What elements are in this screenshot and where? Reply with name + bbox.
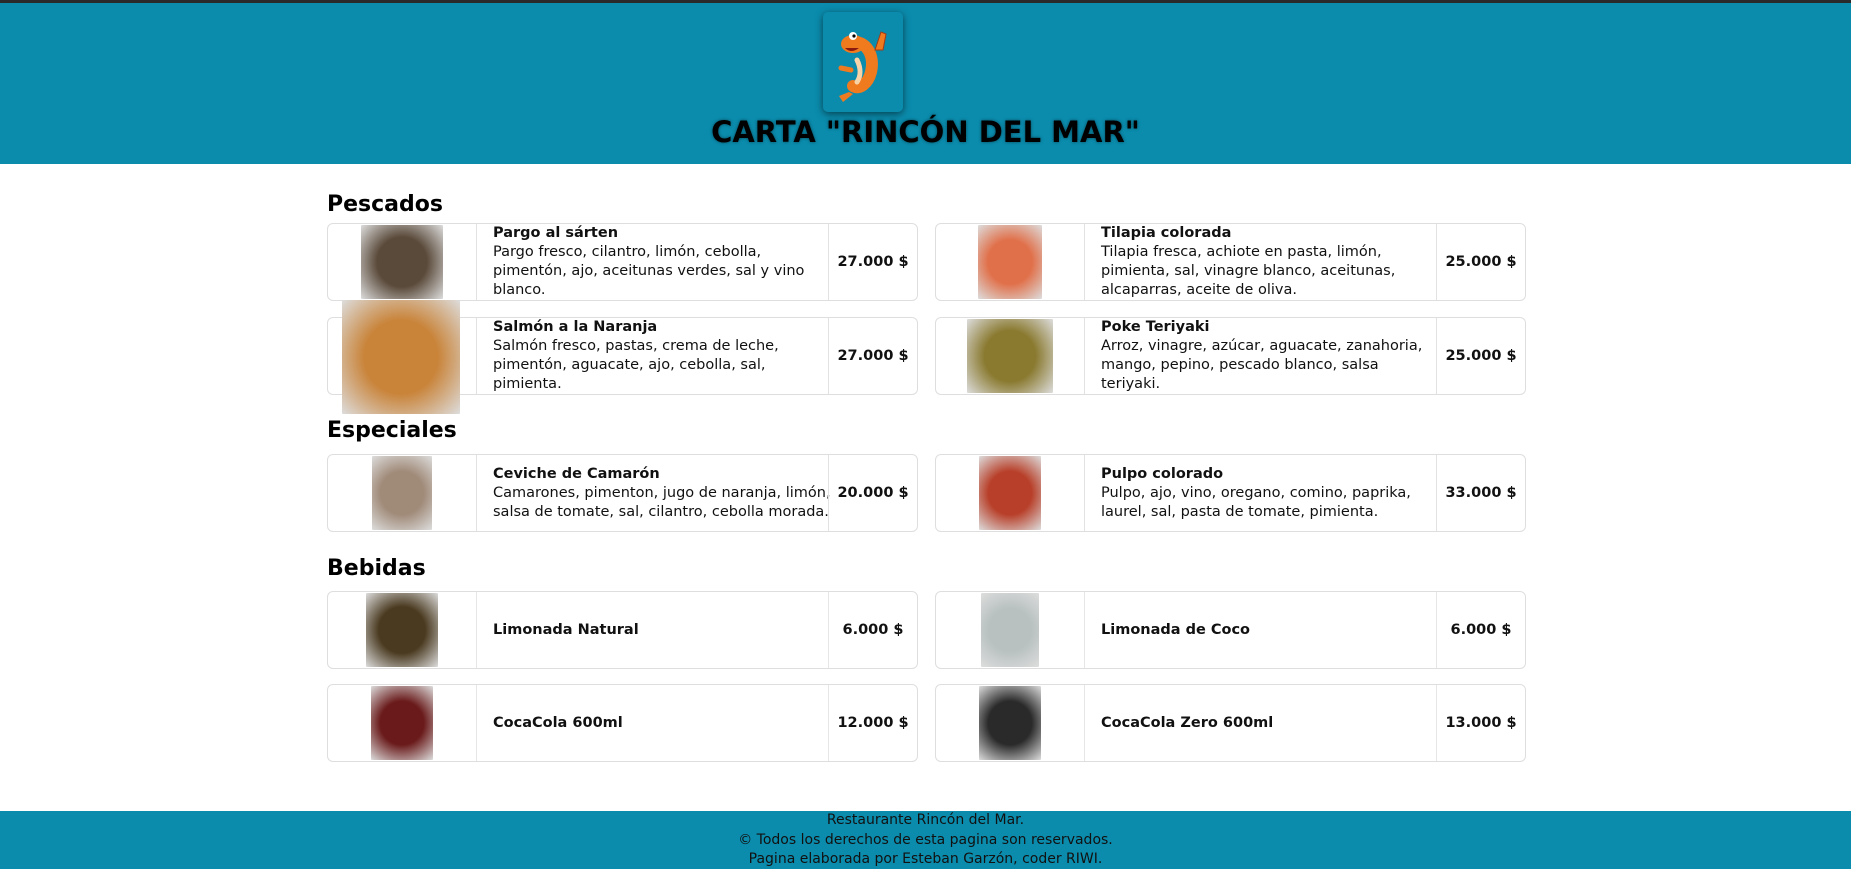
menu-item-card	[327, 317, 918, 395]
dish-image-column	[936, 455, 1085, 531]
dish-name: Limonada de Coco	[1101, 621, 1251, 638]
dish-name: CocaCola 600ml	[493, 714, 623, 731]
dish-name: Salmón a la Naranja	[493, 319, 658, 335]
menu-item-card	[935, 454, 1526, 532]
dish-image	[366, 593, 438, 667]
dish-image	[979, 686, 1041, 760]
dish-info	[493, 592, 833, 668]
menu-item-card	[327, 454, 918, 532]
dish-description: Pulpo, ajo, vino, oregano, comino, paprika, laurel, sal, pasta de tomate, pimienta.	[1101, 484, 1411, 520]
dish-image-column	[936, 592, 1085, 668]
section-title-bebidas: Bebidas	[327, 556, 426, 581]
footer-copyright: © Todos los derechos de esta pagina son reservados.	[738, 831, 1113, 848]
dish-description: Arroz, vinagre, azúcar, aguacate, zanahoria, mango, pepino, pescado blanco, salsa teriyaki.	[1101, 338, 1423, 392]
dish-price: 6.000 $	[828, 592, 917, 668]
dish-description: Salmón fresco, pastas, crema de leche, pimentón, aguacate, ajo, cebolla, sal, pimienta.	[493, 338, 779, 392]
dish-name: Tilapia colorada	[1101, 225, 1232, 241]
dish-price: 27.000 $	[828, 318, 917, 394]
dish-image	[342, 300, 460, 414]
dish-description: Pargo fresco, cilantro, limón, cebolla, pimentón, ajo, aceitunas verdes, sal y vino blanco.	[493, 244, 805, 298]
dish-info	[493, 224, 833, 300]
dish-info	[1101, 455, 1441, 531]
site-header	[0, 3, 1851, 164]
dish-description: Tilapia fresca, achiote en pasta, limón, pimienta, sal, vinagre blanco, aceitunas, alcaparras, aceite de oliva.	[1101, 244, 1396, 298]
dish-image-column	[328, 685, 477, 761]
dish-info	[1101, 685, 1441, 761]
dish-image-column	[936, 685, 1085, 761]
dish-info	[1101, 224, 1441, 300]
dish-name: Ceviche de Camarón	[493, 465, 660, 482]
dish-name: Poke Teriyaki	[1101, 319, 1210, 335]
dish-image	[967, 319, 1053, 393]
dish-info	[1101, 592, 1441, 668]
site-footer	[0, 811, 1851, 869]
shrimp-mascot-icon	[823, 12, 903, 112]
dish-info	[1101, 318, 1441, 394]
footer-credits: Pagina elaborada por Esteban Garzón, coder RIWI.	[748, 851, 1103, 867]
menu-item-card	[935, 317, 1526, 395]
dish-info	[493, 455, 833, 531]
dish-image	[978, 225, 1042, 299]
page-title: CARTA "RINCÓN DEL MAR"	[711, 115, 1140, 149]
dish-name: Pulpo colorado	[1101, 465, 1224, 482]
dish-price: 20.000 $	[828, 455, 917, 531]
menu-item-card	[935, 223, 1526, 301]
dish-name: CocaCola Zero 600ml	[1101, 714, 1274, 731]
footer-restaurant-name: Restaurante Rincón del Mar.	[826, 812, 1025, 828]
dish-image-column	[328, 592, 477, 668]
dish-image	[361, 225, 443, 299]
dish-description: Camarones, pimenton, jugo de naranja, limón, salsa de tomate, sal, cilantro, cebolla morada.	[493, 484, 831, 520]
dish-price: 6.000 $	[1436, 592, 1525, 668]
dish-price: 13.000 $	[1436, 685, 1525, 761]
dish-name: Limonada Natural	[493, 621, 639, 638]
dish-info	[493, 685, 833, 761]
dish-price: 27.000 $	[828, 224, 917, 300]
dish-image	[979, 456, 1041, 530]
dish-image-column	[936, 224, 1085, 300]
dish-image-column	[328, 224, 477, 300]
dish-info	[493, 318, 833, 394]
dish-price: 25.000 $	[1436, 318, 1525, 394]
section-title-especiales: Especiales	[327, 418, 457, 443]
dish-image-column	[328, 455, 477, 531]
menu-item-card	[327, 223, 918, 301]
dish-image-column	[328, 318, 477, 394]
dish-name: Pargo al sárten	[493, 225, 619, 241]
menu-item-card	[327, 591, 918, 669]
dish-price: 25.000 $	[1436, 224, 1525, 300]
menu-item-card	[327, 684, 918, 762]
dish-price: 12.000 $	[828, 685, 917, 761]
dish-image	[371, 686, 433, 760]
section-title-pescados: Pescados	[327, 192, 443, 217]
dish-price: 33.000 $	[1436, 455, 1525, 531]
menu-item-card	[935, 684, 1526, 762]
dish-image	[981, 593, 1039, 667]
dish-image	[372, 456, 432, 530]
dish-image-column	[936, 318, 1085, 394]
menu-item-card	[935, 591, 1526, 669]
